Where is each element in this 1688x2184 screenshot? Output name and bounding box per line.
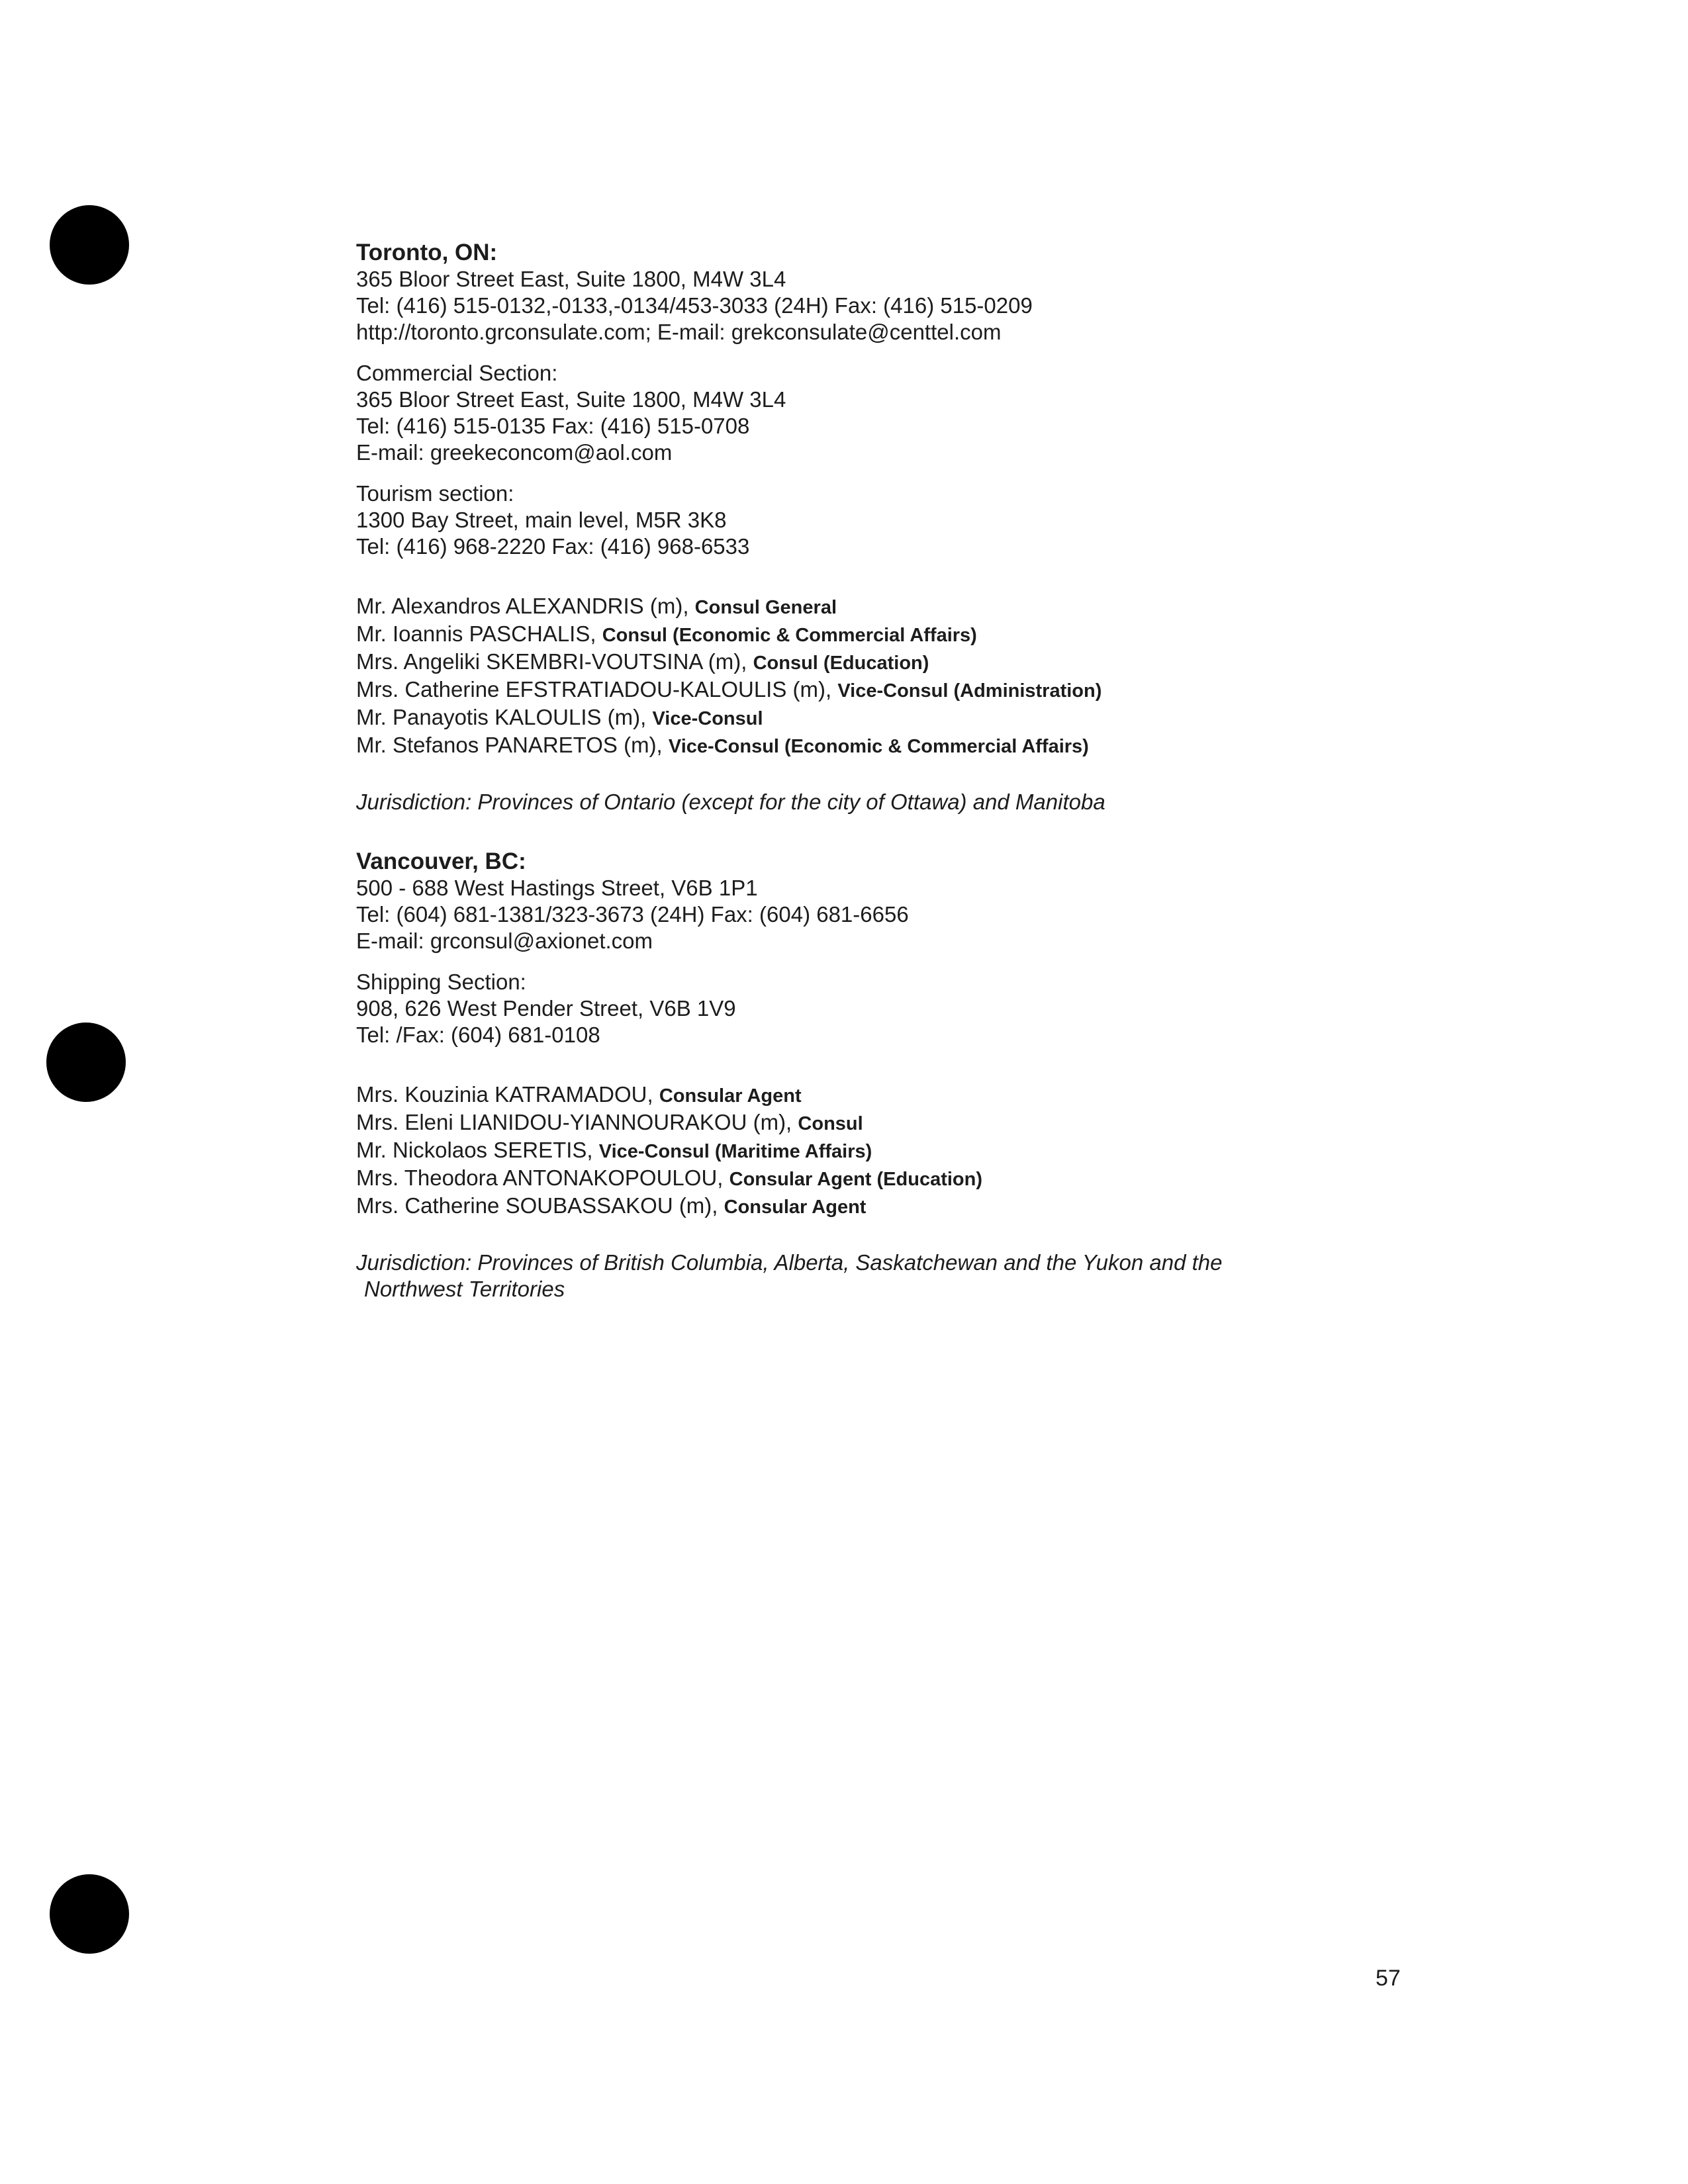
toronto-commercial-section [356, 360, 1614, 466]
commercial-address: 365 Bloor Street East, Suite 1800, M4W 3L4 [356, 387, 786, 412]
commercial-phone: Tel: (416) 515-0135 Fax: (416) 515-0708 [356, 414, 750, 438]
tourism-address: 1300 Bay Street, main level, M5R 3K8 [356, 508, 727, 532]
staff-name: Mr. Alexandros ALEXANDRIS (m), [356, 594, 695, 618]
shipping-section-label: Shipping Section: [356, 970, 526, 994]
staff-name: Mr. Nickolaos SERETIS, [356, 1138, 599, 1162]
staff-role: Vice-Consul (Maritime Affairs) [598, 1141, 872, 1162]
vancouver-heading: Vancouver, BC: [356, 848, 526, 874]
toronto-jurisdiction [356, 789, 1614, 815]
staff-name: Mr. Stefanos PANARETOS (m), [356, 733, 669, 757]
staff-name: Mrs. Kouzinia KATRAMADOU, [356, 1082, 659, 1107]
staff-role: Consul General [694, 597, 837, 618]
commercial-email: E-mail: greekeconcom@aol.com [356, 440, 673, 465]
toronto-phone: Tel: (416) 515-0132,-0133,-0134/453-3033 (24H) Fax: (416) 515-0209 [356, 293, 1033, 318]
vancouver-email: E-mail: grconsul@axionet.com [356, 929, 653, 953]
shipping-phone-fax: Tel: /Fax: (604) 681-0108 [356, 1023, 600, 1047]
staff-entry [356, 1137, 1614, 1165]
vancouver-jurisdiction-line1: Jurisdiction: Provinces of British Columbia, Alberta, Saskatchewan and the Yukon and the [356, 1250, 1223, 1275]
punch-hole-bottom [50, 1874, 129, 1954]
vancouver-address: 500 - 688 West Hastings Street, V6B 1P1 [356, 876, 758, 900]
toronto-web-email: http://toronto.grconsulate.com; E-mail: grekconsulate@centtel.com [356, 320, 1002, 344]
staff-role: Consul (Economic & Commercial Affairs) [602, 625, 977, 646]
staff-entry [356, 704, 1614, 732]
staff-name: Mrs. Theodora ANTONAKOPOULOU, [356, 1165, 729, 1190]
staff-role: Consul [798, 1113, 863, 1134]
vancouver-jurisdiction-line2: Northwest Territories [364, 1277, 565, 1301]
staff-entry [356, 732, 1614, 760]
toronto-heading: Toronto, ON: [356, 240, 498, 265]
staff-entry [356, 1165, 1614, 1193]
staff-role: Consular Agent [724, 1197, 867, 1218]
toronto-main-office [356, 240, 1614, 345]
staff-entry [356, 1081, 1614, 1109]
vancouver-phone: Tel: (604) 681-1381/323-3673 (24H) Fax: (604) 681-6656 [356, 902, 909, 927]
staff-entry [356, 593, 1614, 621]
staff-name: Mrs. Angeliki SKEMBRI-VOUTSINA (m), [356, 649, 753, 674]
staff-role: Vice-Consul (Administration) [837, 680, 1102, 702]
staff-role: Vice-Consul [652, 708, 763, 729]
staff-entry [356, 649, 1614, 676]
vancouver-staff-list [356, 1081, 1614, 1220]
staff-entry [356, 1193, 1614, 1220]
commercial-section-label: Commercial Section: [356, 361, 558, 385]
staff-entry [356, 676, 1614, 704]
toronto-staff-list [356, 593, 1614, 760]
vancouver-main-office [356, 848, 1614, 954]
toronto-address: 365 Bloor Street East, Suite 1800, M4W 3L4 [356, 267, 786, 291]
staff-name: Mr. Panayotis KALOULIS (m), [356, 705, 653, 729]
punch-hole-middle [46, 1023, 126, 1102]
vancouver-section [356, 848, 1614, 1302]
staff-role: Consular Agent (Education) [729, 1169, 983, 1190]
page-number: 57 [1376, 1966, 1401, 1991]
vancouver-jurisdiction [356, 1250, 1614, 1302]
toronto-tourism-section [356, 480, 1614, 560]
staff-role: Consul (Education) [753, 653, 929, 674]
staff-role: Consular Agent [659, 1085, 802, 1107]
staff-role: Vice-Consul (Economic & Commercial Affairs) [668, 736, 1089, 757]
staff-name: Mrs. Catherine SOUBASSAKOU (m), [356, 1193, 724, 1218]
staff-name: Mr. Ioannis PASCHALIS, [356, 621, 602, 646]
staff-entry [356, 621, 1614, 649]
tourism-phone: Tel: (416) 968-2220 Fax: (416) 968-6533 [356, 534, 750, 559]
document-body [356, 240, 1614, 1302]
tourism-section-label: Tourism section: [356, 481, 514, 506]
punch-hole-top [50, 205, 129, 285]
vancouver-shipping-section [356, 969, 1614, 1048]
toronto-section [356, 240, 1614, 815]
toronto-jurisdiction-text: Jurisdiction: Provinces of Ontario (except for the city of Ottawa) and Manitoba [356, 790, 1105, 814]
staff-name: Mrs. Catherine EFSTRATIADOU-KALOULIS (m), [356, 677, 838, 702]
staff-name: Mrs. Eleni LIANIDOU-YIANNOURAKOU (m), [356, 1110, 798, 1134]
staff-entry [356, 1109, 1614, 1137]
shipping-address: 908, 626 West Pender Street, V6B 1V9 [356, 996, 736, 1021]
